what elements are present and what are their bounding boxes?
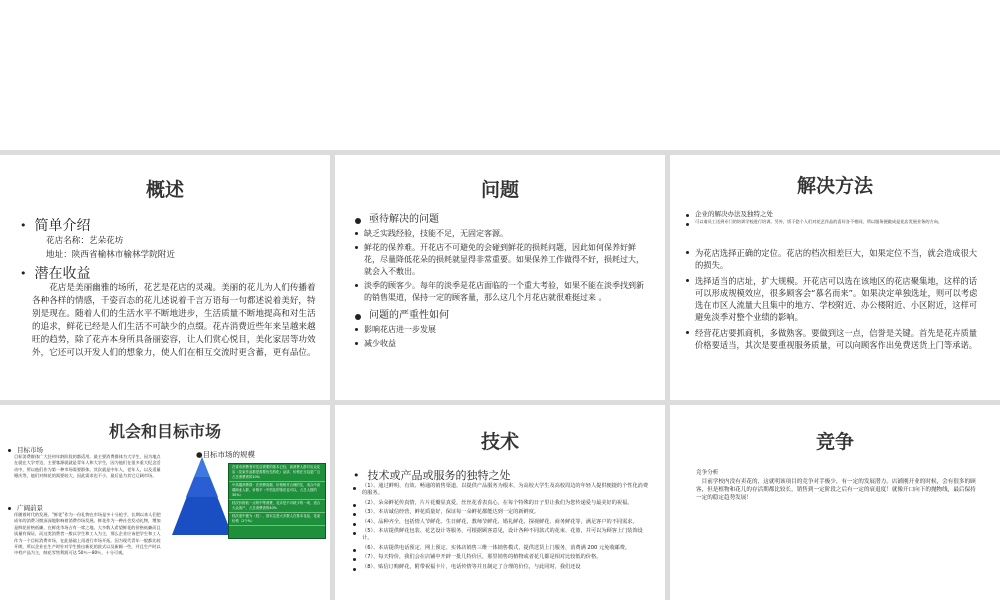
slide-title: 技术	[480, 431, 519, 453]
top-blank-area	[0, 0, 1000, 150]
bullet-icon	[353, 568, 356, 571]
bullet-icon	[353, 558, 356, 561]
problem-heading-text: 问题的严重性如何	[369, 310, 449, 321]
bullet-icon	[686, 279, 689, 282]
bullet-icon	[353, 532, 356, 535]
tech-item-text: （6）、本店提供电话预定、网上预定、实体店销售三维一体销售模式，提供送货上门服务，消费满 200 元免收邮费。	[362, 544, 631, 551]
tech-item-text: （2）、朵朵鲜花传真情，片片花瓣显真爱，丝丝花香表真心，在每个特殊的日子里让我们为您传递爱与最美好的祝福。	[362, 499, 633, 506]
scale-heading: ●目标市场的规模	[196, 450, 256, 459]
market-pyramid-diagram	[172, 457, 232, 535]
tech-item	[353, 554, 653, 561]
problem-heading-text: 亟待解决的问题	[369, 214, 439, 225]
tech-item-text: （3）、本店诚信经营，鲜花质量好，保证每一朵鲜花都能达到一定的新鲜度。	[362, 509, 540, 516]
tech-item-text: （1）、通过鲜明、有效、畅通的销售渠道，以提供产品服务为根本，为高校大学生及高校周边的年轻人提供便捷的个性化消费的服务。	[362, 483, 649, 497]
bullet-icon: •	[20, 266, 27, 280]
solution-item-text: 选择适当的店址，扩大规模。开花店可以选在该地区的花店聚集地，这样的话可以形成规模效应，很多顾客会“慕名而来”。如果决定单独选址，则可以考虑选在市区人流量大且集中的地方、学校附近、办公楼附近、小区附近，这样可避免淡季对整个业绩的影响。	[695, 276, 978, 322]
tech-heading: 技术或产品或服务的独特之处	[367, 469, 511, 482]
problem-heading	[355, 213, 650, 226]
bullet-icon	[686, 331, 689, 334]
slide-technology[interactable]	[335, 405, 665, 600]
bullet-icon	[8, 449, 11, 452]
bullet-icon	[355, 328, 358, 331]
solution-item-text: 为花店选择正确的定位。花店的档次相差巨大，如果定位不当，就会造成很大的损失。	[695, 248, 978, 270]
bullet-icon	[353, 504, 356, 507]
revenue-heading: 潜在收益	[34, 266, 91, 282]
tech-item	[353, 564, 653, 571]
pyramid-note: 中高端消费群：在消费高端，价格相对合理的花，适合中高端商业人群，价格平（中档花的饰花也可以，占总人数的30%）	[229, 482, 325, 500]
problem-item-text: 淡季的顾客少。每年的淡季是花店面临的一个重大考验，如果不能在淡季找到新的销售渠道，保持一定的顾客量，那么这几个月花店就很难挺过来 。	[364, 281, 644, 302]
problem-item	[355, 324, 650, 336]
shop-name: 花店名称：艺朵花坊	[46, 236, 124, 246]
tech-item	[353, 528, 653, 543]
bullet-icon	[355, 232, 358, 235]
prospect-text: 伴随着时代的发展，“鲜花”作为一份礼物在市场是多十分抢手，长期以来人们把成年的消费习惯深深地影响着消费市场发展。鲜花作为一种社会发动礼物，增加是鲜花价格低廉，在鲜花市场占有一席之地。大多数人希望鲜花的价格低廉而且质量有保证，而这类消费者一般以学生和工人为主，那么企业应该把学生和工人作为一个目标消费市场，在此基础上再进行市场开拓。因为现代青年一般都比较开朗，所以企业在生产时针对学生推出新花的款式以及新颖一些，并且生产时以中档产品为主，鲜花零售利润可达 50％～80％，十分可观。	[14, 512, 161, 556]
problem-item-text: 影响花店进一步发展	[364, 325, 436, 334]
pyramid-note: 档次价格低一点的中等消费，花卉是不可缺少的一项，适合大众客户，占总消费者的40%	[229, 500, 325, 513]
pyramid-top-tier	[194, 457, 210, 477]
bullet-icon	[686, 214, 689, 217]
bullet-icon	[353, 487, 356, 490]
target-text: 目标消费群体广大任何年龄阶段的都适用。最主要消费群体为大学生，因为地点在就在大学旁边，主要客源就就是青年人和大学生，因为他们在很多重大纪念活动中，所以他们作为第一种市场需要群体，其次就是中年人，老年人，以及适量婚庆等，他们对鲜花的需要较大，因此需求也不小，最后是为其它辽阔市场。	[14, 454, 161, 479]
pyramid-note: 档次适中极为（档），基本这是大多数人在基本花品，花束价格（2个%）	[229, 513, 325, 526]
bullet-icon	[353, 513, 356, 516]
bullet-icon	[355, 218, 361, 224]
tech-item-text: （8）、贴信订购鲜花，附带祝福卡片，电话传情等并且制定了合理的价位，与此同时，我们还设	[362, 563, 581, 570]
bullet-icon	[686, 251, 689, 254]
competition-text: 目前学校内没有卖花的，这就明该项目的竞争对手极少，有一定的发展潜力。店铺刚开业的时候，会有很多的顾客，但是植物和花儿的存活期都比较长，销售到一定阶段之后有一定的衰退度！就像开口向下的抛物线，最后保持一定的稳定趋势发展！	[696, 479, 976, 501]
slide-title: 机会和目标市场	[108, 422, 221, 441]
problem-item-text: 减少收益	[364, 339, 396, 348]
bullet-icon: •	[20, 218, 27, 232]
bullet-icon	[353, 523, 356, 526]
pyramid-mid-tier	[186, 477, 218, 497]
tech-item-text: （4）、品种齐全，包括情人节鲜花、生日鲜花、教师节鲜花、婚礼鲜花、探视鲜花、商务鲜花等，满足客户的不同需求。	[362, 518, 638, 525]
tech-item	[353, 545, 653, 552]
bullet-icon	[355, 246, 358, 249]
solution-item	[686, 275, 982, 323]
bullet-icon	[355, 284, 358, 287]
solution-item-text: 经营花店要抓商机，多做熟客。要做到这一点，信誉是关键。首先是花卉质量价格要适当，其次是要重视服务质量，可以向顾客作出免费送货上门等承诺。	[695, 328, 978, 350]
slide-title: 竞争	[815, 431, 854, 453]
solution-item	[686, 327, 982, 351]
bullet-icon: •	[353, 468, 360, 482]
slide-title: 解决方法	[796, 175, 873, 197]
tech-item	[353, 500, 653, 507]
problem-heading	[355, 309, 650, 322]
revenue-text: 花店是美丽幽雅的场所，花艺是花店的灵魂。美丽的花儿为人们传播着各种各样的情感，千姿百态的花儿述说着千言万语每一句都述说着美好，特别是现在。随着人们的生活水平不断地进步，生活质量不断地提高和对生活的追求，鲜花已经是人们生活不可缺少的点缀。花卉消费近些年来呈越来越旺的趋势，除了花卉本身所具备丽姿容，让人们赏心悦目，美化家居等功效外，它还可以开发人们的想象力，使人们在相互交流时更含蓄，更有品位。	[32, 283, 316, 358]
slide-overview[interactable]	[0, 155, 330, 400]
bullet-icon	[355, 314, 361, 320]
bullet-icon	[686, 223, 689, 226]
tech-item	[353, 509, 653, 516]
pyramid-notes-box	[228, 463, 326, 539]
tech-item	[353, 483, 653, 498]
problem-item	[355, 228, 650, 240]
problem-item	[355, 280, 650, 304]
problem-item	[355, 338, 650, 350]
problem-item-text: 缺乏实践经验，技能不足，无固定客源。	[364, 229, 508, 238]
slide-problem[interactable]	[335, 155, 665, 400]
bullet-icon	[8, 507, 11, 510]
slide-competition[interactable]	[670, 405, 1000, 600]
tech-item-text: （5）、本店提供鲜花包装、花艺设计等服务，可根据顾客意见，设计各种不同款式的花束、花篮，并可以为顾客上门装饰设计。	[362, 528, 643, 542]
prospect-heading: 广阔前景	[17, 504, 43, 512]
solution-small-head: 企业的解决办法及独特之处	[695, 210, 773, 218]
competition-heading: 竞争分析	[696, 470, 719, 476]
pyramid-note: 在省市消费者对花店需要的基本已经，高消费人群对出众花店（花束作品都是需要优先的化）品质、价格在日趋更广且占总消费者的10%	[229, 464, 325, 482]
intro-heading: 简单介绍	[34, 218, 91, 234]
bullet-icon	[353, 549, 356, 552]
shop-address: 地址：陕西省榆林市榆林学院附近	[46, 250, 175, 260]
problem-item	[355, 242, 650, 278]
solution-small-text: 可以请员工送到专门的培训学校进行培训。另外，饭干您个人们对花艺作品的喜好各不相同，所以服务便做成是花店发展业务的方向。	[695, 219, 943, 224]
slide-solution[interactable]	[670, 155, 1000, 400]
target-heading: 目标市场	[17, 446, 43, 454]
bullet-icon	[355, 342, 358, 345]
slide-title: 问题	[480, 179, 519, 201]
tech-item-text: （7）、每天特价，我们会在店铺中开辟一批几特价区，那里销售的植物或者花几都是相对比较低的价格。	[362, 554, 602, 561]
problem-item-text: 鲜花的保养难。开花店不可避免的会碰到鲜花的损耗问题，因此如何保养好鲜花，尽量降低花朵的损耗就显得非常重要。如果保养工作做得不好，损耗过大，就会入不敷出。	[364, 243, 644, 276]
tech-item	[353, 519, 653, 526]
slide-title: 概述	[145, 179, 184, 201]
solution-item	[686, 247, 982, 271]
